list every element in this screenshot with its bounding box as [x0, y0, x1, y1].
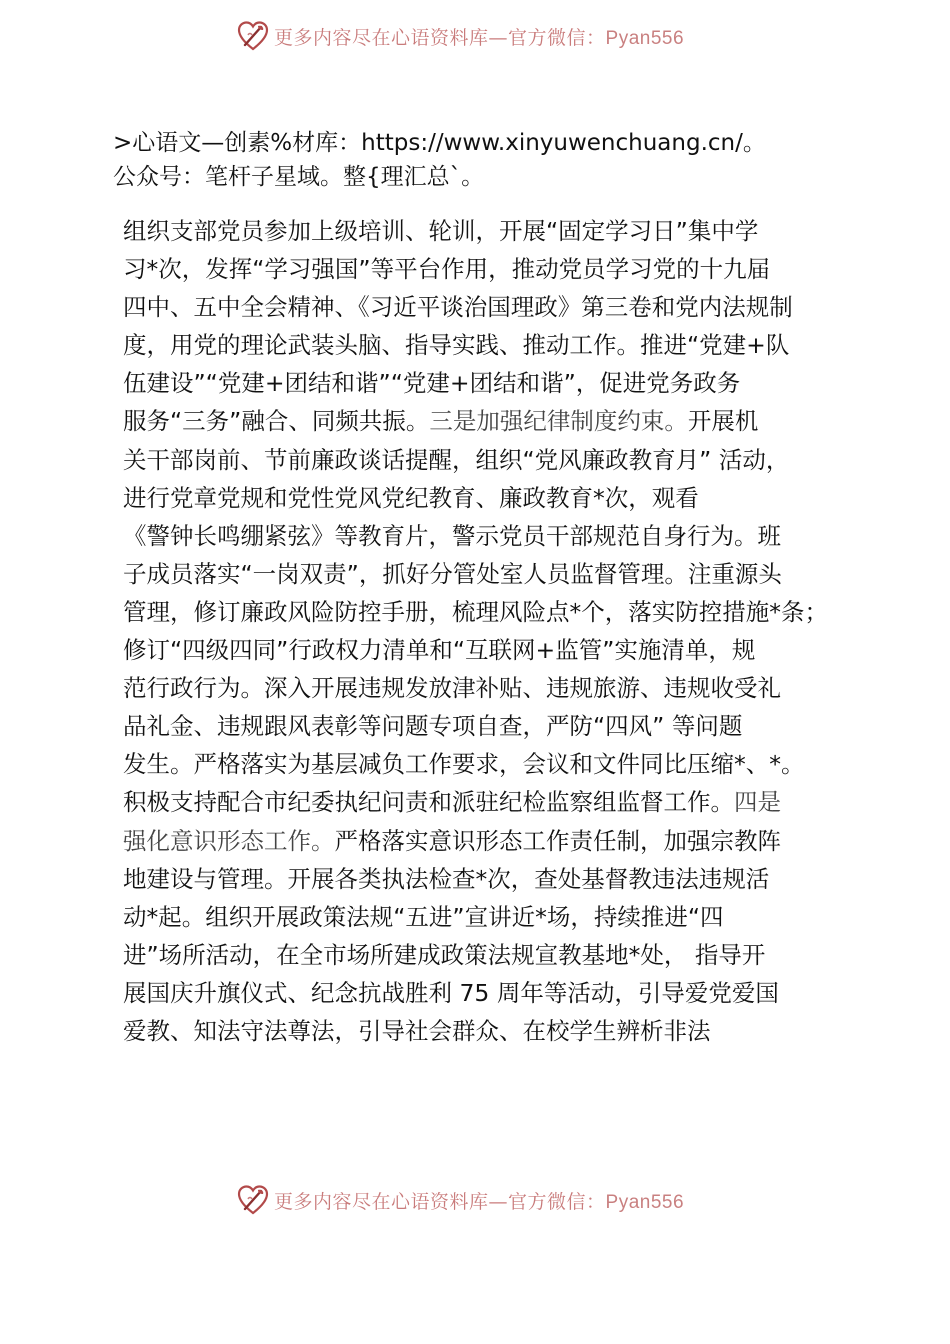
body-line: 习*次，发挥“学习强国”等平台作用，推动党员学习党的十九届 — [123, 255, 771, 284]
body-line: 爱教、知法守法尊法，引导社会群众、在校学生辨析非法 — [123, 1016, 711, 1045]
body-paragraph — [123, 212, 843, 1050]
body-line: 修订“四级四同”行政权力清单和“互联网+监管”实施清单，规 — [123, 636, 756, 665]
body-line: 动*起。组织开展政策法规“五进”宣讲近*场，持续推进“四 — [123, 902, 724, 931]
header-line-1: >心语文—创素%材库：https://www.xinyuwenchuang.cn/。 — [113, 130, 766, 156]
body-line: 展国庆升旗仪式、纪念抗战胜利 75 周年等活动，引导爱党爱国 — [123, 978, 779, 1007]
body-line: 品礼金、违规跟风表彰等问题专项自查，严防“四风” 等问题 — [123, 712, 743, 741]
document-header — [113, 126, 913, 194]
body-line: 范行政行为。深入开展违规发放津补贴、违规旅游、违规收受礼 — [123, 674, 781, 703]
wechat-id: Pyan556 — [605, 27, 685, 49]
body-line-mixed: 强化意识形态工作。严格落实意识形态工作责任制，加强宗教阵 — [123, 826, 781, 855]
section-heading-four-start: 四是 — [734, 788, 781, 817]
watermark-text: 更多内容尽在心语资料库—官方微信：Pyan556 — [274, 1190, 685, 1213]
body-line: 管理，修订廉政风险防控手册，梳理风险点*个，落实防控措施*条； — [123, 597, 828, 626]
body-line: 地建设与管理。开展各类执法检查*次，查处基督教违法违规活 — [123, 864, 770, 893]
body-line-mixed: 服务“三务”融合、同频共振。三是加强纪律制度约束。开展机 — [123, 407, 759, 436]
body-line: 子成员落实“一岗双责”，抓好分管处室人员监督管理。注重源头 — [123, 559, 782, 588]
top-watermark-banner — [236, 16, 756, 56]
body-line: 四中、五中全会精神、《习近平谈治国理政》第三卷和党内法规制 — [123, 293, 793, 322]
section-heading-four-end: 强化意识形态工作。 — [123, 826, 335, 855]
watermark-text: 更多内容尽在心语资料库—官方微信：Pyan556 — [274, 26, 685, 49]
body-line: 伍建设”“党建+团结和谐”“党建+团结和谐”，促进党务政务 — [123, 369, 741, 398]
header-line-2: 公众号：笔杆子星域。整{理汇总`。 — [113, 164, 485, 190]
body-line-mixed: 积极支持配合市纪委执纪问责和派驻纪检监察组监督工作。四是 — [123, 788, 781, 817]
body-line: 《警钟长鸣绷紧弦》等教育片，警示党员干部规范自身行为。班 — [123, 521, 781, 550]
body-line: 发生。严格落实为基层减负工作要求，会议和文件同比压缩*、*。 — [123, 750, 805, 779]
body-line: 组织支部党员参加上级培训、轮训，开展“固定学习日”集中学 — [123, 217, 759, 245]
body-line: 进”场所活动，在全市场所建成政策法规宣教基地*处， 指导开 — [123, 940, 766, 969]
body-line: 关干部岗前、节前廉政谈话提醒，组织“党风廉政教育月” 活动， — [123, 445, 790, 474]
body-line: 进行党章党规和党性党风党纪教育、廉政教育*次，观看 — [123, 483, 699, 512]
body-line: 度，用党的理论武装头脑、指导实践、推动工作。推进“党建+队 — [123, 331, 790, 360]
quill-heart-logo-icon — [236, 1183, 270, 1217]
bottom-watermark-banner — [236, 1180, 756, 1220]
quill-heart-logo-icon — [236, 19, 270, 53]
wechat-id: Pyan556 — [605, 1191, 685, 1213]
section-heading-three: 三是加强纪律制度约束。 — [429, 407, 688, 436]
